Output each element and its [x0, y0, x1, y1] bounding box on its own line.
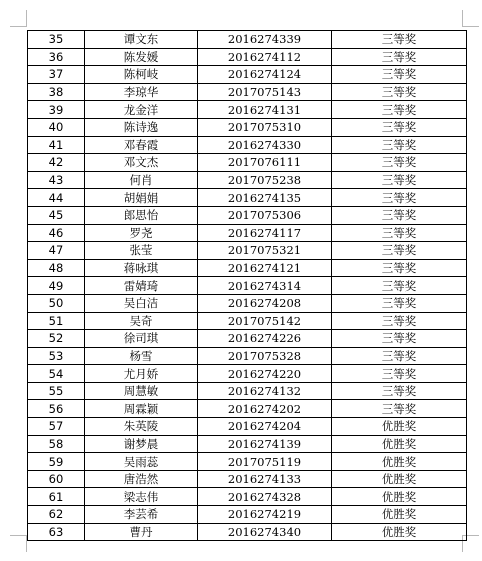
award-level-cell: 优胜奖	[332, 488, 467, 506]
row-number-cell: 48	[28, 259, 85, 277]
student-name-cell: 周慧敏	[85, 382, 198, 400]
row-number-cell: 47	[28, 242, 85, 260]
row-number-cell: 39	[28, 101, 85, 119]
student-name-cell: 雷婧琦	[85, 277, 198, 295]
award-level-cell: 三等奖	[332, 259, 467, 277]
student-id-cell: 2017076111	[198, 154, 332, 172]
award-level-cell: 优胜奖	[332, 523, 467, 541]
table-row	[28, 453, 467, 471]
student-name-cell: 杨雪	[85, 347, 198, 365]
student-name-cell: 何肖	[85, 171, 198, 189]
student-name-cell: 梁志伟	[85, 488, 198, 506]
table-row	[28, 347, 467, 365]
student-name-cell: 谢梦晨	[85, 435, 198, 453]
row-number-cell: 40	[28, 118, 85, 136]
award-level-cell: 三等奖	[332, 277, 467, 295]
table-row	[28, 470, 467, 488]
table-row	[28, 136, 467, 154]
award-level-cell: 三等奖	[332, 242, 467, 260]
award-level-cell: 三等奖	[332, 101, 467, 119]
student-id-cell: 2016274220	[198, 365, 332, 383]
student-id-cell: 2016274112	[198, 48, 332, 66]
student-id-cell: 2016274340	[198, 523, 332, 541]
student-name-cell: 唐浩然	[85, 470, 198, 488]
student-name-cell: 胡娟娟	[85, 189, 198, 207]
student-name-cell: 陈发媛	[85, 48, 198, 66]
row-number-cell: 49	[28, 277, 85, 295]
student-id-cell: 2017075306	[198, 206, 332, 224]
table-row	[28, 118, 467, 136]
student-name-cell: 吴雨蕊	[85, 453, 198, 471]
student-name-cell: 邓文杰	[85, 154, 198, 172]
student-name-cell: 陈诗逸	[85, 118, 198, 136]
award-level-cell: 三等奖	[332, 330, 467, 348]
table-row	[28, 101, 467, 119]
table-row	[28, 506, 467, 524]
award-level-cell: 优胜奖	[332, 470, 467, 488]
student-name-cell: 张莹	[85, 242, 198, 260]
table-row	[28, 435, 467, 453]
table-row	[28, 171, 467, 189]
table-row	[28, 382, 467, 400]
page-corner-mark-top-right	[462, 10, 479, 27]
student-id-cell: 2017075142	[198, 312, 332, 330]
student-name-cell: 陈柯岐	[85, 66, 198, 84]
table-row	[28, 277, 467, 295]
student-id-cell: 2016274330	[198, 136, 332, 154]
table-row	[28, 154, 467, 172]
student-name-cell: 吴奇	[85, 312, 198, 330]
student-name-cell: 蒋咏琪	[85, 259, 198, 277]
table-row	[28, 488, 467, 506]
student-id-cell: 2016274121	[198, 259, 332, 277]
student-id-cell: 2016274117	[198, 224, 332, 242]
table-row	[28, 242, 467, 260]
row-number-cell: 59	[28, 453, 85, 471]
row-number-cell: 55	[28, 382, 85, 400]
award-level-cell: 三等奖	[332, 66, 467, 84]
table-row	[28, 259, 467, 277]
row-number-cell: 60	[28, 470, 85, 488]
row-number-cell: 38	[28, 83, 85, 101]
student-id-cell: 2016274339	[198, 31, 332, 49]
table-row	[28, 330, 467, 348]
award-level-cell: 三等奖	[332, 365, 467, 383]
student-name-cell: 尤月娇	[85, 365, 198, 383]
row-number-cell: 56	[28, 400, 85, 418]
award-level-cell: 优胜奖	[332, 453, 467, 471]
student-id-cell: 2016274124	[198, 66, 332, 84]
award-level-cell: 三等奖	[332, 154, 467, 172]
row-number-cell: 43	[28, 171, 85, 189]
award-level-cell: 三等奖	[332, 294, 467, 312]
row-number-cell: 54	[28, 365, 85, 383]
student-id-cell: 2016274133	[198, 470, 332, 488]
table-row	[28, 83, 467, 101]
award-list-body	[28, 31, 467, 541]
table-row	[28, 400, 467, 418]
student-name-cell: 罗尧	[85, 224, 198, 242]
row-number-cell: 42	[28, 154, 85, 172]
student-id-cell: 2017075238	[198, 171, 332, 189]
student-id-cell: 2016274208	[198, 294, 332, 312]
row-number-cell: 52	[28, 330, 85, 348]
row-number-cell: 63	[28, 523, 85, 541]
row-number-cell: 45	[28, 206, 85, 224]
student-id-cell: 2016274139	[198, 435, 332, 453]
student-id-cell: 2016274131	[198, 101, 332, 119]
student-name-cell: 曹丹	[85, 523, 198, 541]
student-id-cell: 2016274226	[198, 330, 332, 348]
award-level-cell: 三等奖	[332, 136, 467, 154]
award-list-table	[27, 30, 467, 541]
student-name-cell: 周霖颖	[85, 400, 198, 418]
student-id-cell: 2016274328	[198, 488, 332, 506]
award-level-cell: 三等奖	[332, 312, 467, 330]
row-number-cell: 57	[28, 418, 85, 436]
student-id-cell: 2017075328	[198, 347, 332, 365]
student-id-cell: 2016274202	[198, 400, 332, 418]
page-corner-mark-bottom-left	[10, 535, 27, 552]
student-name-cell: 徐司琪	[85, 330, 198, 348]
row-number-cell: 46	[28, 224, 85, 242]
award-level-cell: 三等奖	[332, 400, 467, 418]
award-level-cell: 三等奖	[332, 382, 467, 400]
student-id-cell: 2017075143	[198, 83, 332, 101]
table-row	[28, 206, 467, 224]
table-row	[28, 418, 467, 436]
row-number-cell: 41	[28, 136, 85, 154]
page-corner-mark-top-left	[10, 10, 27, 27]
row-number-cell: 53	[28, 347, 85, 365]
student-name-cell: 吴白洁	[85, 294, 198, 312]
student-id-cell: 2017075119	[198, 453, 332, 471]
student-id-cell: 2016274204	[198, 418, 332, 436]
award-level-cell: 三等奖	[332, 83, 467, 101]
award-level-cell: 三等奖	[332, 224, 467, 242]
row-number-cell: 35	[28, 31, 85, 49]
table-row	[28, 189, 467, 207]
student-name-cell: 李芸希	[85, 506, 198, 524]
row-number-cell: 50	[28, 294, 85, 312]
table-row	[28, 48, 467, 66]
row-number-cell: 51	[28, 312, 85, 330]
student-id-cell: 2016274314	[198, 277, 332, 295]
table-row	[28, 224, 467, 242]
table-row	[28, 523, 467, 541]
award-level-cell: 三等奖	[332, 171, 467, 189]
student-name-cell: 朱英陵	[85, 418, 198, 436]
student-name-cell: 李琼华	[85, 83, 198, 101]
award-level-cell: 三等奖	[332, 31, 467, 49]
student-name-cell: 邓春霞	[85, 136, 198, 154]
award-level-cell: 三等奖	[332, 48, 467, 66]
student-id-cell: 2016274135	[198, 189, 332, 207]
student-id-cell: 2016274132	[198, 382, 332, 400]
award-level-cell: 优胜奖	[332, 506, 467, 524]
award-level-cell: 三等奖	[332, 206, 467, 224]
award-level-cell: 优胜奖	[332, 435, 467, 453]
award-level-cell: 三等奖	[332, 189, 467, 207]
student-name-cell: 郎思怡	[85, 206, 198, 224]
row-number-cell: 58	[28, 435, 85, 453]
table-row	[28, 365, 467, 383]
row-number-cell: 44	[28, 189, 85, 207]
row-number-cell: 61	[28, 488, 85, 506]
student-id-cell: 2016274219	[198, 506, 332, 524]
row-number-cell: 37	[28, 66, 85, 84]
student-name-cell: 谭文东	[85, 31, 198, 49]
student-id-cell: 2017075321	[198, 242, 332, 260]
table-row	[28, 312, 467, 330]
award-level-cell: 三等奖	[332, 347, 467, 365]
row-number-cell: 36	[28, 48, 85, 66]
table-row	[28, 294, 467, 312]
table-row	[28, 31, 467, 49]
table-row	[28, 66, 467, 84]
student-name-cell: 龙金洋	[85, 101, 198, 119]
row-number-cell: 62	[28, 506, 85, 524]
award-level-cell: 优胜奖	[332, 418, 467, 436]
student-id-cell: 2017075310	[198, 118, 332, 136]
award-level-cell: 三等奖	[332, 118, 467, 136]
